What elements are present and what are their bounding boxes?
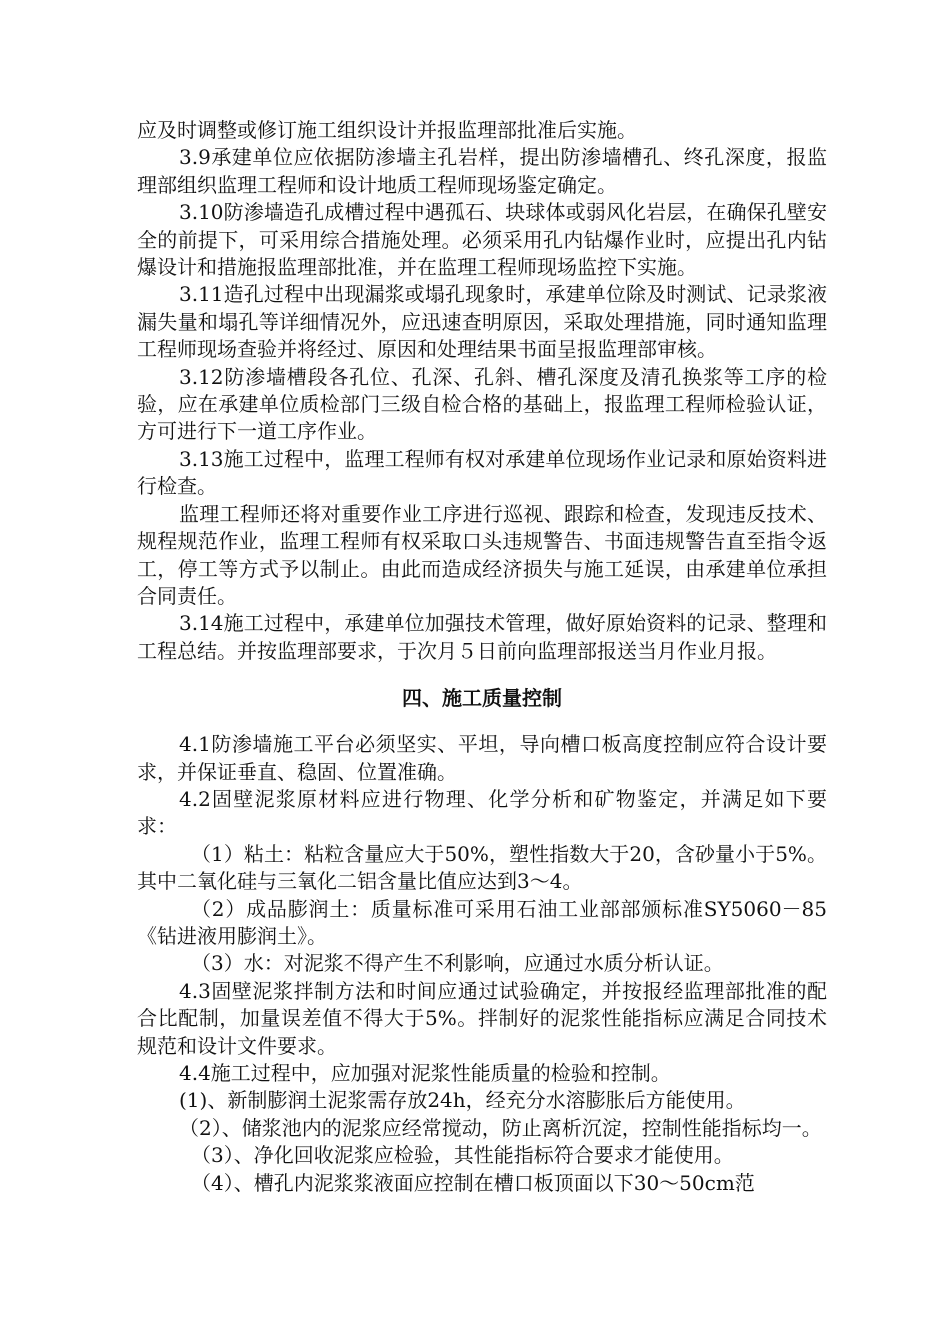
paragraph-3-12: 3.12防渗墙槽段各孔位、孔深、孔斜、槽孔深度及清孔换浆等工序的检验，应在承建单位质检部门三级自检合格的基础上，报监理工程师检验认证，方可进行下一道工序作业。 xyxy=(137,364,827,444)
paragraph-4-2: 4.2固壁泥浆原材料应进行物理、化学分析和矿物鉴定，并满足如下要求： xyxy=(137,786,827,839)
paragraph-3-14: 3.14施工过程中，承建单位加强技术管理，做好原始资料的记录、整理和工程总结。并按监理部要求，于次月５日前向监理部报送当月作业月报。 xyxy=(137,611,827,663)
sub-item-2: （2）、储浆池内的泥浆应经常搅动，防止离析沉淀，控制性能指标均一。 xyxy=(179,1115,822,1140)
paragraph-3-11: 3.11造孔过程中出现漏浆或塌孔现象时，承建单位除及时测试、记录浆液漏失量和塌孔等详细情况外，应迅速查明原因，采取处理措施，同时通知监理工程师现场查验并将经过、原因和处理结果书面呈报监理部审核。 xyxy=(137,282,827,362)
list-item-water: （3）水：对泥浆不得产生不利影响，应通过水质分析认证。 xyxy=(191,951,724,976)
list-item-bentonite: （2）成品膨润土：质量标准可采用石油工业部部颁标准SY5060－85《钻进液用膨润土》。 xyxy=(137,896,827,948)
sub-item-3: （3）、净化回收泥浆应检验，其性能指标符合要求才能使用。 xyxy=(191,1143,734,1168)
sub-item-1: (1)、新制膨润土泥浆需存放24h，经充分水溶膨胀后方能使用。 xyxy=(179,1088,746,1113)
paragraph-3-13: 3.13施工过程中，监理工程师有权对承建单位现场作业记录和原始资料进行检查。 xyxy=(137,446,827,499)
paragraph-3-9: 3.9承建单位应依据防渗墙主孔岩样，提出防渗墙槽孔、终孔深度，报监理部组织监理工程师和设计地质工程师现场鉴定确定。 xyxy=(137,145,827,197)
paragraph-4-4: 4.4施工过程中，应加强对泥浆性能质量的检验和控制。 xyxy=(179,1061,671,1085)
document-page xyxy=(137,117,827,1197)
paragraph-3-10: 3.10防渗墙造孔成槽过程中遇孤石、块球体或弱风化岩层，在确保孔壁安全的前提下，可采用综合措施处理。必须采用孔内钻爆作业时，应提出孔内钻爆设计和措施报监理部批准，并在监理工程师现场监控下实施。 xyxy=(137,200,827,280)
sub-item-4: （4）、槽孔内泥浆浆液面应控制在槽口板顶面以下30～50cm范 xyxy=(191,1170,755,1195)
paragraph-continuation: 应及时调整或修订施工组织设计并报监理部批准后实施。 xyxy=(137,118,637,142)
list-item-clay: （1）粘土：粘粒含量应大于50%，塑性指数大于20，含砂量小于5%。其中二氧化硅与三氧化二铝含量比值应达到3～4。 xyxy=(137,841,827,894)
section-heading: 四、施工质量控制 xyxy=(402,686,562,711)
paragraph-4-1: 4.1防渗墙施工平台必须坚实、平坦，导向槽口板高度控制应符合设计要求，并保证垂直、稳固、位置准确。 xyxy=(137,732,827,784)
paragraph-supervision: 监理工程师还将对重要作业工序进行巡视、跟踪和检查，发现违反技术、规程规范作业，监理工程师有权采取口头违规警告、书面违规警告直至指令返工，停工等方式予以制止。由此而造成经济损失与施工延误，由承建单位承担合同责任。 xyxy=(137,501,827,608)
paragraph-4-3: 4.3固壁泥浆拌制方法和时间应通过试验确定，并按报经监理部批准的配合比配制，加量误差值不得大于5%。拌制好的泥浆性能指标应满足合同技术规范和设计文件要求。 xyxy=(137,978,827,1058)
